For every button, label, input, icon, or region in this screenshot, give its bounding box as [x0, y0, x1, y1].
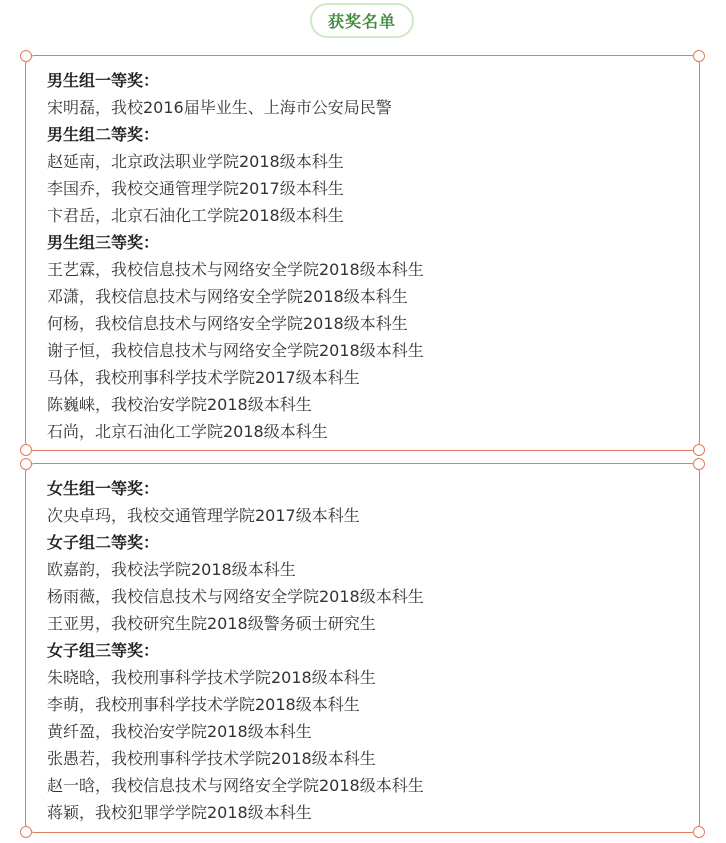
- male-winners-box: [25, 55, 700, 451]
- box-corner-decoration: [693, 444, 705, 456]
- female-third-prize-winner: 朱晓晗，我校刑事科学技术学院2018级本科生: [47, 668, 376, 687]
- male-third-prize-winner: 王艺霖，我校信息技术与网络安全学院2018级本科生: [47, 260, 424, 279]
- male-third-prize-heading: 男生组三等奖：: [47, 233, 160, 252]
- box-corner-decoration: [693, 826, 705, 838]
- male-third-prize-winner: 石尚，北京石油化工学院2018级本科生: [47, 422, 328, 441]
- male-third-prize-winner: 陈巍崃，我校治安学院2018级本科生: [47, 395, 312, 414]
- female-third-prize-winner: 赵一晗，我校信息技术与网络安全学院2018级本科生: [47, 776, 424, 795]
- male-third-prize-winner: 谢子恒，我校信息技术与网络安全学院2018级本科生: [47, 341, 424, 360]
- female-first-prize-winner: 次央卓玛，我校交通管理学院2017级本科生: [47, 506, 360, 525]
- page-title: 获奖名单: [310, 3, 414, 38]
- male-second-prize-winner: 卞君岳，北京石油化工学院2018级本科生: [47, 206, 344, 225]
- female-second-prize-winner: 欧嘉韵，我校法学院2018级本科生: [47, 560, 296, 579]
- male-third-prize-winner: 邓潇，我校信息技术与网络安全学院2018级本科生: [47, 287, 408, 306]
- female-first-prize-heading: 女生组一等奖：: [47, 479, 160, 498]
- female-second-prize-winner: 王亚男，我校研究生院2018级警务硕士研究生: [47, 614, 376, 633]
- male-second-prize-heading: 男生组二等奖：: [47, 125, 160, 144]
- male-first-prize-heading: 男生组一等奖：: [47, 71, 160, 90]
- female-third-prize-winner: 李萌，我校刑事科学技术学院2018级本科生: [47, 695, 360, 714]
- female-third-prize-winner: 黄纤盈，我校治安学院2018级本科生: [47, 722, 312, 741]
- female-third-prize-winner: 蒋颖，我校犯罪学学院2018级本科生: [47, 803, 312, 822]
- male-third-prize-winner: 马体，我校刑事科学技术学院2017级本科生: [47, 368, 360, 387]
- female-third-prize-heading: 女子组三等奖：: [47, 641, 160, 660]
- box-corner-decoration: [20, 444, 32, 456]
- female-second-prize-winner: 杨雨薇，我校信息技术与网络安全学院2018级本科生: [47, 587, 424, 606]
- box-corner-decoration: [20, 826, 32, 838]
- male-second-prize-winner: 李国乔，我校交通管理学院2017级本科生: [47, 179, 344, 198]
- female-winners-box: [25, 463, 700, 833]
- male-second-prize-winner: 赵延南，北京政法职业学院2018级本科生: [47, 152, 344, 171]
- female-third-prize-winner: 张愚若，我校刑事科学技术学院2018级本科生: [47, 749, 376, 768]
- male-first-prize-winner: 宋明磊，我校2016届毕业生、上海市公安局民警: [47, 98, 392, 117]
- male-third-prize-winner: 何杨，我校信息技术与网络安全学院2018级本科生: [47, 314, 408, 333]
- female-second-prize-heading: 女子组二等奖：: [47, 533, 160, 552]
